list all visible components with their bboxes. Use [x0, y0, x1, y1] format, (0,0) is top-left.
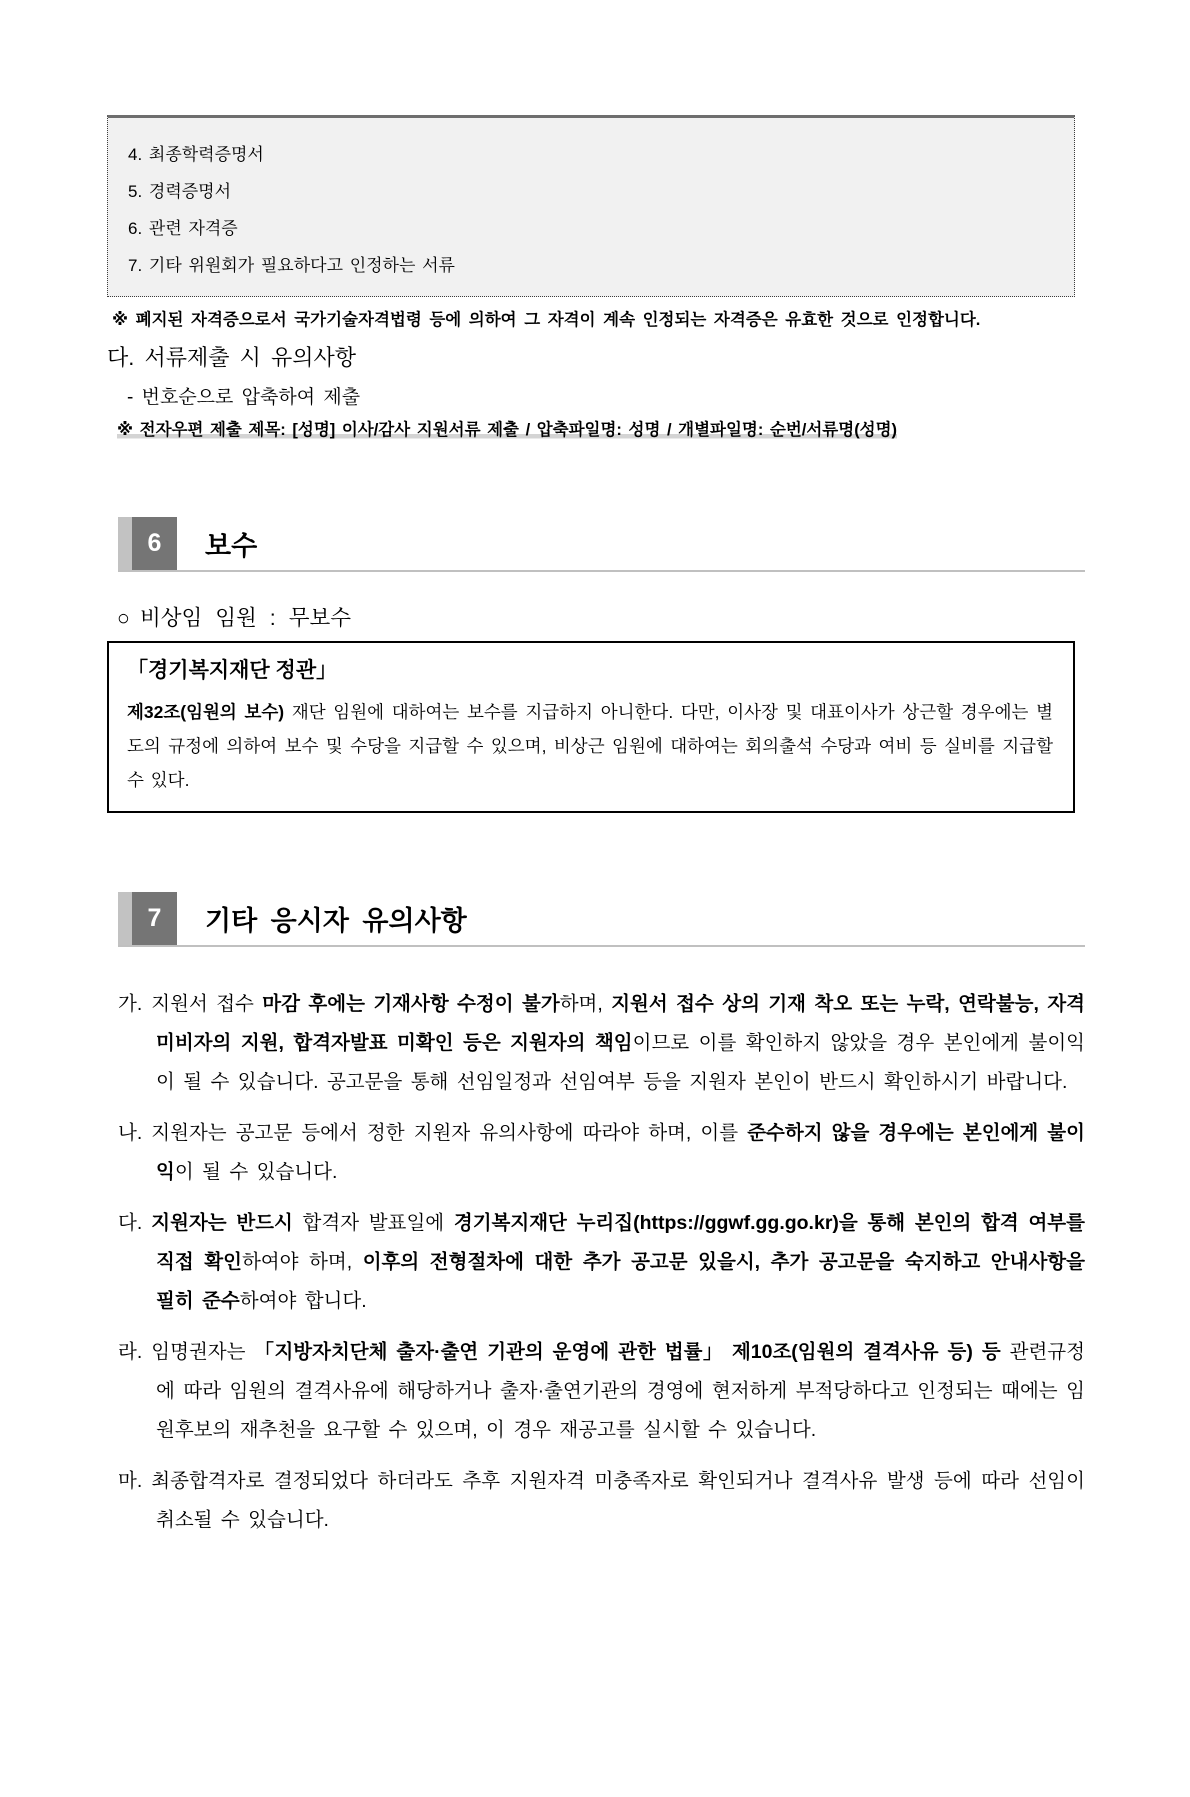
submission-notes-heading: 다. 서류제출 시 유의사항 — [107, 345, 356, 370]
notice-paragraph-segment: 지원자는 공고문 등에서 정한 지원자 유의사항에 따라야 하며, 이를 — [151, 1122, 748, 1144]
section-7-badge-strip — [118, 892, 132, 945]
submission-dash-item: - 번호순으로 압축하여 제출 — [127, 387, 361, 408]
email-submission-note — [117, 419, 1190, 441]
notice-paragraphs — [118, 985, 1085, 1540]
notice-paragraph-segment: 지원서 접수 상의 기재 착오 또는 누락, 연락불능, 자격미비자의 지원, 합격자발표 미확인 등은 지원자의 책임 — [156, 993, 1085, 1054]
section-6-title: 보수 — [205, 531, 258, 561]
bylaw-box-title: 「경기복지재단 정관」 — [127, 659, 338, 682]
section-6-header — [118, 517, 1085, 572]
notice-paragraph-segment: 이므로 이를 확인하지 않았을 경우 본인에게 불이익이 될 수 있습니다. 공고문을 통해 선임일정과 선임여부 등을 지원자 본인이 반드시 확인하시기 바랍니다. — [156, 1032, 1085, 1093]
section-7-header — [118, 892, 1085, 947]
notice-paragraph-segment: 최종합격자로 결정되었다 하더라도 추후 지원자격 미충족자로 확인되거나 결격사유 발생 등에 따라 선임이 취소될 수 있습니다. — [151, 1470, 1085, 1531]
attachment-documents-box — [107, 115, 1075, 297]
section-7-number-badge: 7 — [132, 892, 177, 945]
section-6-number-badge: 6 — [132, 517, 177, 570]
notice-paragraph-segment: 관련규정에 따라 임원의 결격사유에 해당하거나 출자·출연기관의 경영에 현저하게 부적당하다고 인정되는 때에는 임원후보의 재추천을 요구할 수 있으며, 이 경우 재공고를 실시할 수 있습니다. — [156, 1341, 1085, 1441]
attachment-list — [128, 136, 1056, 284]
attachment-item: 5. 경력증명서 — [128, 182, 232, 201]
notice-paragraph-segment: 임명권자는 — [151, 1341, 255, 1363]
notice-paragraph-segment: 이 될 수 있습니다. — [174, 1161, 338, 1183]
notice-paragraph-segment: 합격자 발표일에 — [292, 1212, 454, 1234]
notice-paragraph-segment: 하여야 합니다. — [239, 1290, 367, 1312]
notice-paragraph — [118, 985, 1085, 1102]
notice-paragraph-label: 마. — [118, 1470, 143, 1492]
attachment-item: 6. 관련 자격증 — [128, 219, 238, 238]
section-6-badge-strip — [118, 517, 132, 570]
compensation-bullet-text: 비상임 임원 : 무보수 — [140, 606, 352, 630]
bylaw-article-label: 제32조(임원의 보수) — [127, 702, 285, 722]
bylaw-quote-box — [107, 641, 1075, 813]
attachment-item: 4. 최종학력증명서 — [128, 145, 264, 164]
notice-paragraph-segment: 지원서 접수 — [151, 993, 263, 1015]
bylaw-article — [127, 695, 1053, 797]
notice-paragraph-label: 라. — [118, 1341, 143, 1363]
notice-paragraph — [118, 1462, 1085, 1540]
certificate-validity-note: ※ 폐지된 자격증으로서 국가기술자격법령 등에 의하여 그 자격이 계속 인정되는 자격증은 유효한 것으로 인정합니다. — [112, 311, 981, 329]
notice-paragraph-label: 나. — [118, 1122, 143, 1144]
attachment-item: 7. 기타 위원회가 필요하다고 인정하는 서류 — [128, 256, 455, 275]
notice-paragraph-segment: 하여야 하며, — [241, 1251, 363, 1273]
notice-paragraph — [118, 1333, 1085, 1450]
notice-paragraph-label: 가. — [118, 993, 143, 1015]
circle-bullet-icon: ○ — [117, 606, 130, 630]
notice-paragraph-label: 다. — [118, 1212, 143, 1234]
bylaw-article-text: 재단 임원에 대하여는 보수를 지급하지 아니한다. 다만, 이사장 및 대표이사가 상근할 경우에는 별도의 규정에 의하여 보수 및 수당을 지급할 수 있으며, 비상근 임원에 대하여는 회의출석 수당과 여비 등 실비를 지급할 수 있다. — [127, 702, 1053, 790]
notice-paragraph-segment: 지원자는 반드시 — [151, 1212, 293, 1234]
notice-paragraph-segment: 준수하지 않을 경우에는 본인에게 불이익 — [156, 1122, 1085, 1183]
notice-paragraph — [118, 1204, 1085, 1321]
notice-paragraph — [118, 1114, 1085, 1192]
notice-paragraph-segment: 「지방자치단체 출자·출연 기관의 운영에 관한 법률」 제10조(임원의 결격사유 등) 등 — [254, 1341, 1001, 1363]
notice-paragraph-segment: 마감 후에는 기재사항 수정이 불가 — [262, 993, 560, 1015]
email-submission-note-text: ※ 전자우편 제출 제목: [성명] 이사/감사 지원서류 제출 / 압축파일명: 성명 / 개별파일명: 순번/서류명(성명) — [117, 421, 898, 439]
section-7-title: 기타 응시자 유의사항 — [205, 906, 467, 936]
notice-paragraph-segment: 이후의 전형절차에 대한 추가 공고문 있을시, 추가 공고문을 숙지하고 안내사항을 필히 준수 — [156, 1251, 1085, 1312]
compensation-bullet-line — [117, 605, 1190, 631]
notice-paragraph-segment: 하며, — [559, 993, 612, 1015]
notice-paragraph-segment: 경기복지재단 누리집(https://ggwf.gg.go.kr)을 통해 본인의 합격 여부를 직접 확인 — [156, 1212, 1085, 1273]
